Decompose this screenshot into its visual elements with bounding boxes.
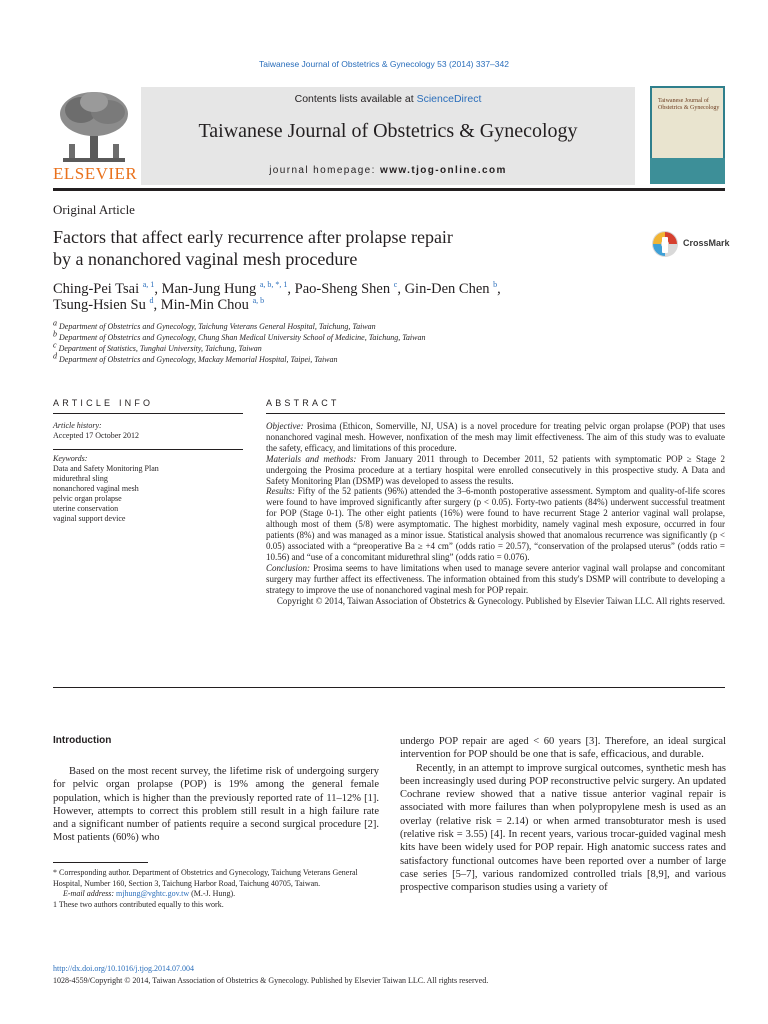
author-name: Min-Min Chou bbox=[160, 297, 249, 313]
author-affiliation-marks[interactable]: c bbox=[393, 280, 398, 290]
history-value: Accepted 17 October 2012 bbox=[53, 431, 139, 440]
keyword: pelvic organ prolapse bbox=[53, 494, 122, 503]
introduction-heading: Introduction bbox=[53, 735, 112, 746]
methods-label: Materials and methods: bbox=[266, 453, 357, 464]
author-name: Tsung-Hsien Su bbox=[53, 297, 146, 313]
journal-cover-thumbnail[interactable] bbox=[650, 86, 725, 184]
email-note bbox=[53, 889, 379, 900]
keywords-label: Keywords: bbox=[53, 454, 88, 463]
author-separator: , bbox=[153, 297, 161, 313]
abstract-objective bbox=[266, 421, 725, 454]
article-title-line-1: Factors that affect early recurrence after prolapse repair bbox=[53, 227, 453, 247]
elsevier-wordmark: ELSEVIER bbox=[53, 164, 138, 183]
author-separator: , bbox=[397, 281, 405, 297]
methods-text: From January 2011 through to December 2011, 52 patients with symptomatic POP ≥ Stage 2 undergoing the Prosima procedure at a tertiary hospital were enrolled consecutively in this prospective study. A Data and Safety Monitoring Plan (DSMP) was developed to assess the results. bbox=[266, 453, 725, 486]
abstract-methods bbox=[266, 454, 725, 487]
author-name: Ching-Pei Tsai bbox=[53, 281, 140, 297]
journal-masthead bbox=[141, 87, 635, 185]
crossmark-icon bbox=[651, 229, 679, 259]
author-separator: , bbox=[154, 281, 162, 297]
doi-link[interactable]: http://dx.doi.org/10.1016/j.tjog.2014.07.004 bbox=[53, 964, 194, 973]
affiliation-line bbox=[53, 351, 338, 364]
keyword: uterine conservation bbox=[53, 504, 119, 513]
affiliation-text: Department of Statistics, Tunghai University, Taichung, Taiwan bbox=[58, 344, 262, 353]
homepage-url-link[interactable]: www.tjog-online.com bbox=[380, 165, 507, 176]
article-type: Original Article bbox=[53, 202, 135, 217]
crossmark-label: CrossMark bbox=[683, 238, 730, 248]
article-info-rule bbox=[53, 413, 243, 414]
article-title-line-2: by a nonanchored vaginal mesh procedure bbox=[53, 249, 358, 269]
right-column bbox=[400, 735, 726, 895]
keyword: nonanchored vaginal mesh bbox=[53, 484, 139, 493]
keyword: Data and Safety Monitoring Plan bbox=[53, 464, 159, 473]
author-affiliation-marks[interactable]: a, b bbox=[252, 296, 265, 306]
abstract-rule bbox=[266, 413, 725, 414]
footnote-rule bbox=[53, 862, 148, 863]
homepage-prefix: journal homepage: bbox=[269, 165, 381, 176]
intro-paragraph-continued: undergo POP repair are aged < 60 years [3]. Therefore, an ideal surgical intervention for POP should be one that is safe, efficacious, and durable. bbox=[400, 736, 726, 761]
affiliation-mark: c bbox=[53, 340, 57, 350]
affiliation-line bbox=[53, 329, 426, 342]
cover-title: Taiwanese Journal of Obstetrics & Gynecology bbox=[658, 98, 720, 111]
affiliation-text: Department of Obstetrics and Gynecology, Chung Shan Medical University School of Medicine, Taichung, Taiwan bbox=[59, 333, 426, 342]
journal-citation-link[interactable]: Taiwanese Journal of Obstetrics & Gynecology 53 (2014) 337–342 bbox=[259, 59, 509, 69]
abstract-results bbox=[266, 486, 725, 562]
author-affiliation-marks[interactable]: a, b, *, 1 bbox=[259, 280, 288, 290]
keyword: vaginal support device bbox=[53, 514, 126, 523]
history-label: Article history: bbox=[53, 421, 102, 430]
email-link[interactable]: mjhung@vghtc.gov.tw bbox=[116, 889, 190, 899]
article-info-heading: ARTICLE INFO bbox=[53, 398, 154, 408]
keyword: midurethral sling bbox=[53, 474, 108, 483]
email-suffix: (M.-J. Hung). bbox=[189, 889, 236, 899]
journal-homepage bbox=[141, 165, 635, 176]
header-divider bbox=[53, 188, 725, 191]
affiliation-mark: b bbox=[53, 329, 57, 339]
equal-contribution-note: 1 These two authors contributed equally to this work. bbox=[53, 899, 224, 909]
results-label: Results: bbox=[266, 486, 295, 497]
issn-copyright: 1028-4559/Copyright © 2014, Taiwan Association of Obstetrics & Gynecology. Published by Elsevier Taiwan LLC. All rights reserved. bbox=[53, 976, 489, 985]
conclusion-text: Prosima seems to have limitations when used to manage severe anterior vaginal wall prolapse and concomitant surgery may further affect its effectiveness. The information obtained from this study's DSMP will contribute to developing a strategy to improve the use of nonanchored vaginal mesh for POP repair. bbox=[266, 562, 725, 595]
corresponding-author-note: * Corresponding author. Department of Obstetrics and Gynecology, Taichung Veterans General Hospital, Number 160, Section 3, Taichung Harbor Road, Taichung 40705, Taiwan. bbox=[53, 868, 358, 888]
crossmark-badge[interactable] bbox=[651, 229, 731, 261]
affiliation-line bbox=[53, 340, 262, 353]
intro-paragraph-2: Recently, in an attempt to improve surgical outcomes, synthetic mesh has been increasingly used during POP reconstructive pelvic surgery. An updated Cochrane review showed that a native tissue anterior vaginal repair is associated with more failures than when polypropylene mesh is used as an overlay (relative risk = 2.14) or when armed transobturator mesh is used (relative risk = 3.55) [4]. In recent years, various trocar-guided vaginal mesh kits have been widely used for POP repair. High anatomic success rates and satisfactory functional outcomes have been reported over a number of large case series [5–7], various randomized controlled trials [8,9], and various prospective comparison studies using a variety of bbox=[400, 762, 726, 894]
affiliation-mark: d bbox=[53, 351, 57, 361]
cover-panel bbox=[652, 88, 723, 158]
abstract-conclusion bbox=[266, 563, 725, 596]
contents-prefix: Contents lists available at bbox=[294, 93, 417, 105]
author-list-line-1 bbox=[53, 281, 501, 298]
affiliation-text: Department of Obstetrics and Gynecology, Mackay Memorial Hospital, Taipei, Taiwan bbox=[59, 355, 338, 364]
objective-text: Prosima (Ethicon, Somerville, NJ, USA) is a novel procedure for treating pelvic organ prolapse (POP) that uses nonanchored vaginal mesh. However, nonfixation of the mesh may limit effectiveness. The aim of this study was to evaluate the safety, efficacy, and limitations of this procedure. bbox=[266, 421, 725, 453]
abstract-bottom-rule bbox=[53, 687, 725, 688]
affiliation-mark: a bbox=[53, 318, 57, 328]
contents-line bbox=[141, 93, 635, 105]
journal-title: Taiwanese Journal of Obstetrics & Gynecology bbox=[198, 120, 578, 142]
intro-paragraph-1: Based on the most recent survey, the lifetime risk of undergoing surgery for pelvic organ prolapse (POP) is 19% among the general female population, which is higher than the previously reported rate of 11–12% [1]. However, attempts to correct this problem still result in a high failure rate and a significant number of patients require a second surgical procedure [2]. Most patients (60%) who bbox=[53, 766, 379, 844]
author-name: Man-Jung Hung bbox=[161, 281, 257, 297]
conclusion-label: Conclusion: bbox=[266, 562, 310, 573]
article-info-box bbox=[53, 418, 243, 524]
author-affiliation-marks[interactable]: b bbox=[493, 280, 498, 290]
elsevier-tree-icon bbox=[53, 88, 135, 166]
sciencedirect-link[interactable]: ScienceDirect bbox=[416, 93, 482, 105]
objective-label: Objective: bbox=[266, 421, 304, 431]
author-affiliation-marks[interactable]: a, 1 bbox=[142, 280, 155, 290]
author-list-line-2 bbox=[53, 297, 264, 314]
cover-band bbox=[650, 158, 725, 184]
abstract-body bbox=[266, 421, 725, 606]
affiliation-text: Department of Obstetrics and Gynecology, Taichung Veterans General Hospital, Taichung, Taiwan bbox=[59, 322, 376, 331]
elsevier-logo[interactable] bbox=[53, 88, 138, 184]
abstract-heading: ABSTRACT bbox=[266, 398, 340, 408]
abstract-copyright: Copyright © 2014, Taiwan Association of Obstetrics & Gynecology. Published by Elsevier Taiwan LLC. All rights reserved. bbox=[276, 595, 725, 606]
keywords-rule bbox=[53, 449, 243, 450]
email-label: E-mail address: bbox=[63, 889, 117, 899]
affiliation-line bbox=[53, 318, 376, 331]
author-name: Pao-Sheng Shen bbox=[294, 281, 391, 297]
author-separator: , bbox=[287, 281, 295, 297]
author-affiliation-marks[interactable]: d bbox=[149, 296, 154, 306]
results-text: Fifty of the 52 patients (96%) attended the 3–6-month postoperative assessment. Symptom and quality-of-life scores were found to have improved significantly after surgery (p < 0.05). Forty-two patients (84%) underwent successful treatment for POP (Stage 0-1). The other eight patients (16%) were found to have recurrent Stage 2 anterior vaginal wall prolapse, although most of them (5/8) were asymptomatic. The highest morbidity, namely vaginal mesh exposure, occurred in four patients (8%) and was managed as a minor issue. Statistical analysis showed that anomalous recurrence was significantly (p < 0.05) associated with a “preoperative Ba ≥ +4 cm” (odds ratio = 20.57), “conservation of the prolapsed uterus” (odds ratio = 10.56) and “use of a concomitant midurethral sling” (odds ratio = 0.076). bbox=[266, 486, 725, 562]
author-name: Gin-Den Chen bbox=[404, 281, 490, 297]
author-separator: , bbox=[497, 281, 501, 297]
footnotes bbox=[53, 868, 379, 910]
